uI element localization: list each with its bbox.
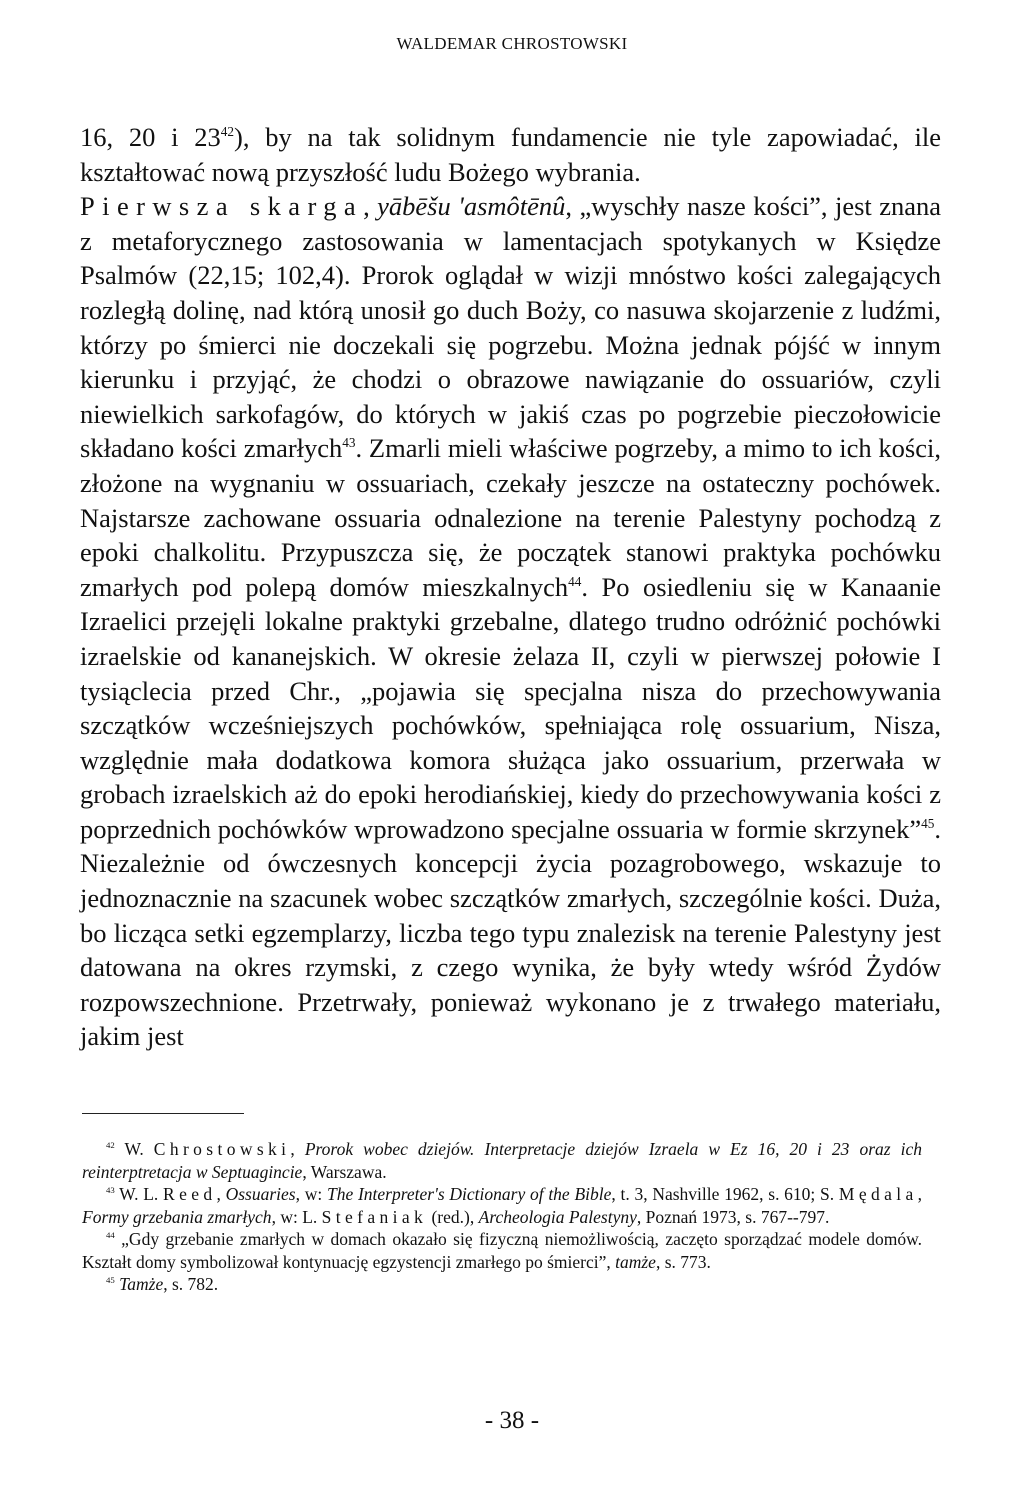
footnote-ref-45[interactable]: 45: [921, 816, 935, 832]
footnote-ref-44[interactable]: 44: [568, 573, 582, 589]
footnote-ref-43[interactable]: 43: [342, 435, 356, 451]
transliteration: yābēšu 'asmôtēnû: [377, 191, 566, 222]
main-text: [80, 120, 941, 1054]
running-head: WALDEMAR CHROSTOWSKI: [396, 34, 628, 53]
footnote-ref-42[interactable]: 42: [220, 124, 235, 140]
footnote-45: $^{45}$ Tamże, s. 782.: [106, 1274, 219, 1294]
spaced-term: Pierwsza skarga: [80, 191, 364, 222]
footnote-divider: [82, 1113, 244, 1114]
page-number: - 38 -: [484, 1407, 540, 1434]
footnote-42: $^{42}$ W. Chrostowski, Prorok wobec dziejów. Interpretacje dziejów Izraela w Ez 16, 20 i 23 oraz ich reinterptretacja w Septuagincie, Warszawa.: [82, 1139, 922, 1182]
body-paragraph: 16, 20 i $23^{42}$), by na tak solidnym fundamencie nie tyle zapowiadać, ile kształtować nową przyszłość ludu Bożego wybrania. Pierwsza skarga, yābēšu 'asmôtēnû, „wyschły nasze kości”, jest znana z metaforycznego zastosowania w lamentacjach spotykanych w Księdze Psalmów (22,15; 102,4). Prorok oglądał w wizji mnóstwo kości zalegających rozległą dolinę, nad którą unosił go duch Boży, co nasuwa skojarzenie z ludźmi, którzy po śmierci nie doczekali się pogrzebu. Można jednak pójść w innym kierunku i przyjąć, że chodzi o obrazowe nawiązanie do ossuariów, czyli niewielkich sarkofagów, do których w jakiś czas po pogrzebie pieczołowicie składano kości zmarłych$^{43}$. Zmarli mieli właściwe pogrzeby, a mimo to ich kości, złożone na wygnaniu w ossuariach, czekały jeszcze na ostateczny pochówek. Najstarsze zachowane ossuaria odnalezione na terenie Palestyny pochodzą z epoki chalkolitu. Przypuszcza się, że początek stanowi praktyka pochówku zmarłych pod polepą domów mieszkalnych$^{44}$. Po osiedleniu się w Kanaanie Izraelici przejęli lokalne praktyki grzebalne, dlatego trudno odróżnić pochówki izraelskie od kananejskich. W okresie żelaza II, czyli w pierwszej połowie I tysiąclecia przed Chr., „pojawia się specjalna nisza do przechowywania szczątków wcześniejszych pochówków, spełniająca rolę ossuarium, Nisza, względnie mała dodatkowa komora służąca jako ossuarium, przerwała w grobach izraelskich aż do epoki herodiańskiej, kiedy do przechowywania kości z poprzednich pochówków wprowadzono specjalne ossuaria w formie skrzynek”$^{45}$. Niezależnie od ówczesnych koncepcji życia pozagrobowego, wskazuje to jednoznacznie na szacunek wobec szczątków zmarłych, szczególnie kości. Duża, bo licząca setki egzemplarzy, liczba tego typu znalezisk na terenie Palestyny jest datowana na okres rzymski, z czego wynika, że były wtedy wśród Żydów rozpowszechnione. Przetrwały, ponieważ wykonano je z trwałego materiału, jakim jest: [80, 122, 941, 1052]
footnote-44: $^{44}$ „Gdy grzebanie zmarłych w domach okazało się fizyczną niemożliwością, zaczęto sporządzać modele domów. Kształt domy symbolizował kontynuację egzystencji zmarłego po śmierci”, tamże, s. 773.: [82, 1229, 922, 1272]
footnote-43: $^{43}$ W. L. Reed, Ossuaries, w: The Interpreter's Dictionary of the Bible, t. 3, Nashville 1962, s. 610; S. Mędala, Formy grzebania zmarłych, w: L. Stefaniak (red.), Archeologia Palestyny, Poznań 1973, s. 767--797.: [82, 1184, 922, 1227]
footnotes: [82, 1138, 922, 1296]
